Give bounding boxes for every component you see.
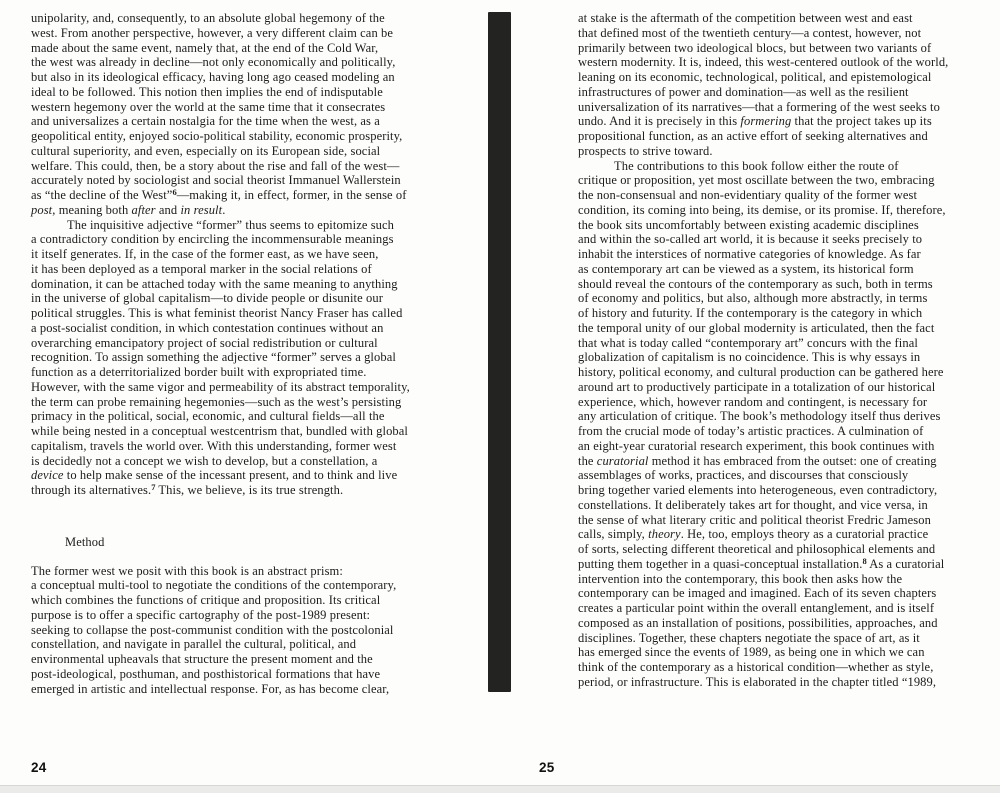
text-line: around art to productively participate in a totalization of our historical (578, 379, 936, 394)
text-line: has emerged since the events of 1989, as being one in which we can (578, 645, 925, 660)
text-line: the west was already in decline—not only economically and politically, (31, 55, 396, 70)
text-line: as “the decline of the West”$^6$—making it, in effect, former, in the sense of (31, 187, 407, 202)
text-line: critique or proposition, yet most oscillate between the two, embracing (578, 173, 935, 188)
paragraph (578, 11, 994, 159)
text-line: capitalism, travels the world over. With this understanding, former west (31, 438, 397, 453)
text-line: function as a deterritorialized border built with expropriated time. (31, 365, 367, 379)
text-line: primarily between two ideological blocs, but between two variants of (578, 40, 932, 55)
text-line: history, political economy, and cultural production can be gathered here (578, 365, 944, 379)
text-line: assemblages of works, practices, and discourses that consciously (578, 468, 909, 483)
text-line: infrastructures of power and domination—as well as the resilient (578, 84, 909, 99)
text-line: accurately noted by sociologist and social theorist Immanuel Wallerstein (31, 173, 401, 188)
text-line: a post-socialist condition, in which contestation continues without an (31, 320, 384, 335)
text-line: contemporary can be imaged and imagined. Each of its seven chapters (578, 586, 937, 601)
text-line: and universalizes a certain nostalgia for the time when the west, as a (31, 114, 380, 129)
text-line: made about the same event, namely that, at the end of the Cold War, (31, 40, 379, 55)
right-page-text-column (578, 11, 994, 690)
text-line: constellation, and navigate in parallel the cultural, political, and (31, 637, 357, 652)
text-line: constellations. It deliberately takes art for thought, and vice versa, in (578, 497, 928, 512)
text-line: as contemporary art can be viewed as a system, its historical form (578, 261, 914, 276)
text-line: bring together varied elements into heterogeneous, even contradictory, (578, 483, 938, 497)
text-line: emerged in artistic and intellectual response. For, as has become clear, (31, 681, 390, 696)
paragraph (31, 11, 471, 218)
text-line: inhabit the interstices of normative categories of knowledge. As far (578, 247, 921, 261)
text-line: disciplines. Together, these chapters negotiate the space of art, as it (578, 630, 920, 645)
text-line: at stake is the aftermath of the competition between west and east (578, 11, 913, 25)
text-line: is decidedly not a concept we wish to develop, but a constellation, a (31, 453, 378, 468)
text-line: calls, simply, theory. He, too, employs theory as a curatorial practice (578, 527, 929, 542)
text-line: purpose is to offer a specific cartography of the post-1989 present: (31, 607, 371, 622)
page-number-left: 24 (31, 760, 47, 775)
left-page-text-column (31, 11, 471, 696)
text-line: an eight-year curatorial research experiment, this book continues with (578, 438, 935, 453)
text-line: which combines the functions of critique and proposition. Its critical (31, 593, 381, 607)
text-line: primacy in the political, social, economic, and cultural fields—all the (31, 409, 385, 424)
text-line: of economy and politics, but also, although more abstractly, in terms (578, 291, 928, 306)
text-line: The inquisitive adjective “former” thus seems to epitomize such (67, 217, 395, 232)
text-line: western hegemony over the world at the same time that it consecrates (31, 99, 386, 114)
text-line: composed as an installation of positions, possibilities, approaches, and (578, 615, 938, 630)
text-line: the curatorial method it has embraced from the outset: one of creating (578, 453, 937, 468)
page-number-right: 25 (539, 760, 555, 775)
text-line: geopolitical entity, enjoyed socio-political stability, economic prosperity, (31, 129, 403, 143)
text-line: that defined most of the twentieth century—a contest, however, not (578, 25, 922, 40)
text-line: overarching emancipatory project of social redistribution or cultural (31, 335, 378, 350)
text-line: in the universe of global capitalism—to divide people or disunite our (31, 291, 383, 306)
text-line: recognition. To assign something the adjective “former” serves a global (31, 350, 396, 365)
text-line: period, or infrastructure. This is elaborated in the chapter titled “1989, (578, 674, 937, 689)
text-line: of sorts, selecting different theoretical and philosophical elements and (578, 542, 936, 556)
text-line: the non-consensual and non-evidentiary quality of the former west (578, 188, 918, 202)
text-line: a conceptual multi-tool to negotiate the conditions of the contemporary, (31, 578, 397, 593)
text-line: However, with the same vigor and permeability of its abstract temporality, (31, 379, 410, 394)
text-line: domination, it can be attached today with the same meaning to anything (31, 276, 398, 291)
text-line: unipolarity, and, consequently, to an absolute global hegemony of the (31, 11, 385, 25)
text-line: through its alternatives.$^7$ This, we believe, is its true strength. (31, 482, 344, 497)
text-line: from the crucial mode of today’s artistic practices. A culmination of (578, 424, 924, 438)
text-line: creates a particular point within the overall entanglement, and is itself (578, 601, 935, 615)
paragraph (578, 159, 994, 690)
section-heading: Method (65, 534, 105, 549)
text-line: seeking to collapse the post-communist condition with the postcolonial (31, 622, 394, 637)
text-line: device to help make sense of the incessant present, and to think and live (31, 468, 398, 483)
text-line: it itself generates. If, in the case of the former east, as we have seen, (31, 247, 379, 261)
text-line: leaning on its economic, technological, political, and epistemological (578, 70, 932, 84)
text-line: putting them together in a quasi-conceptual installation.$^8$ As a curatorial (578, 555, 945, 571)
text-line: intervention into the contemporary, this book then asks how the (578, 571, 903, 586)
text-line: condition, its coming into being, its demise, or its promise. If, therefore, (578, 202, 946, 217)
text-line: of history and futurity. If the contemporary is the category in which (578, 306, 923, 320)
text-line: think of the contemporary as a historical condition—whether as style, (578, 660, 934, 674)
text-line: cultural superiority, and even, especially on its European side, social (31, 143, 381, 158)
text-line: while being nested in a conceptual westcentrism that, bundled with global (31, 424, 408, 438)
text-line: the book sits uncomfortably between existing academic disciplines (578, 217, 919, 232)
text-line: it has been deployed as a temporal marker in the social relations of (31, 261, 372, 276)
text-line: ideal to be followed. This notion then implies the end of indisputable (31, 84, 383, 99)
text-line: universalization of its narratives—that a formering of the west seeks to (578, 99, 940, 114)
text-line: west. From another perspective, however, a very different claim can be (31, 25, 394, 40)
text-line: welfare. This could, then, be a story about the rise and fall of the west— (31, 158, 400, 173)
text-line: globalization of capitalism is no coincidence. This is why essays in (578, 350, 921, 365)
text-line: environmental upheavals that structure the present moment and the (31, 652, 373, 666)
text-line: post, meaning both after and in result. (31, 202, 226, 217)
text-line: The contributions to this book follow either the route of (614, 158, 899, 173)
text-line: propositional function, as an active effort of seeking alternatives and (578, 129, 928, 143)
text-line: any articulation of critique. The book’s methodology itself thus derives (578, 409, 941, 424)
text-line: The former west we posit with this book is an abstract prism: (31, 563, 343, 578)
text-line: should reveal the contours of the contemporary as such, both in terms (578, 276, 933, 291)
text-line: political struggles. This is what feminist theorist Nancy Fraser has called (31, 306, 403, 320)
text-line: but also in its ideological efficacy, having long ago ceased modeling an (31, 70, 395, 84)
text-line: the sense of what literary critic and political theorist Fredric Jameson (578, 512, 931, 527)
text-line: post-ideological, posthuman, and posthistorical formations that have (31, 666, 381, 681)
text-line: a contradictory condition by encircling the incommensurable meanings (31, 232, 394, 247)
text-line: the temporal unity of our global modernity is articulated, then the fact (578, 320, 935, 335)
text-line: western modernity. It is, indeed, this west-centered outlook of the world, (578, 55, 949, 70)
text-line: prospects to strive toward. (578, 143, 713, 158)
text-line: experience, which, however random and contingent, is necessary for (578, 394, 928, 409)
text-line: undo. And it is precisely in this formering that the project takes up its (578, 114, 932, 129)
text-line: the term can probe remaining hegemonies—such as the west’s persisting (31, 394, 402, 409)
text-line: and within the so-called art world, it is because it seeks precisely to (578, 232, 923, 247)
spine-gutter-bar (488, 12, 511, 692)
text-line: that what is today called “contemporary art” concurs with the final (578, 335, 918, 350)
paragraph (31, 218, 471, 498)
paragraph (31, 564, 471, 697)
